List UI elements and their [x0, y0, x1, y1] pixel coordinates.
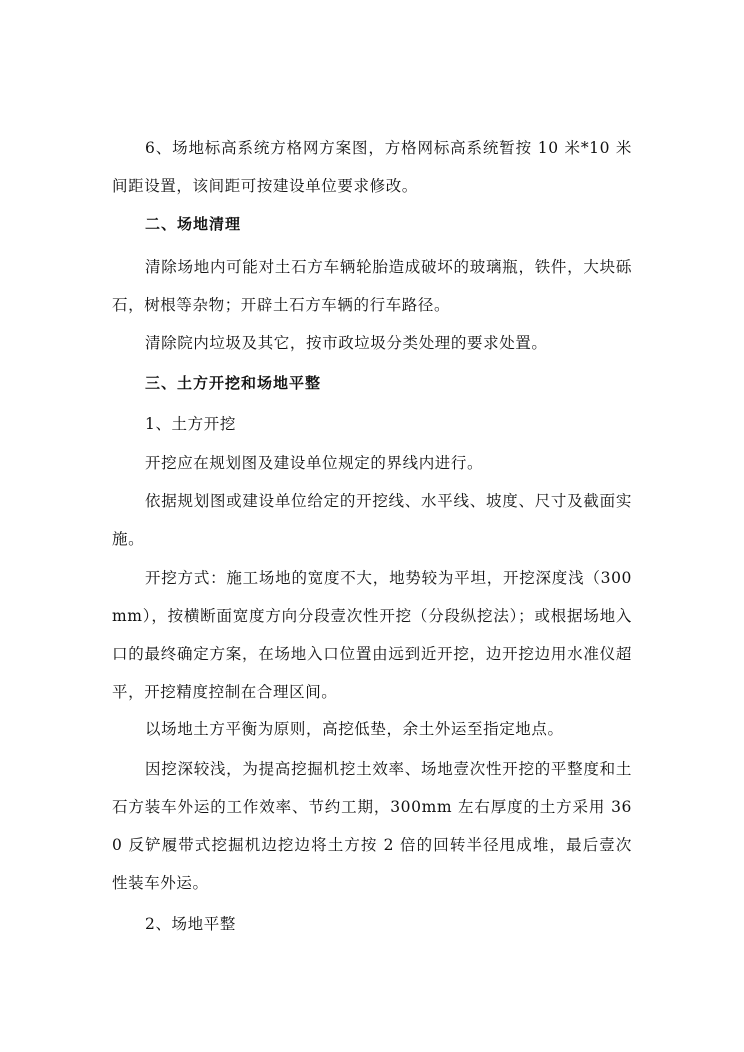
paragraph-shallow-excavation: 因挖深较浅，为提高挖掘机挖土效率、场地壹次性开挖的平整度和土石方装车外运的工作效率、节约工期，300mm 左右厚度的土方采用 360 反铲履带式挖掘机边挖边将土方按 2 倍的回转半径甩成堆，最后壹次性装车外运。 — [112, 760, 632, 892]
subheading-site-leveling: 2、场地平整 — [145, 915, 236, 933]
paragraph-clear-garbage: 清除院内垃圾及其它，按市政垃圾分类处理的要求处置。 — [145, 334, 548, 352]
paragraph-grid-plan: 6、场地标高系统方格网方案图，方格网标高系统暂按 10 米*10 米间距设置，该间距可按建设单位要求修改。 — [112, 139, 632, 195]
heading-site-clearing: 二、场地清理 — [145, 215, 242, 233]
subheading-excavation: 1、土方开挖 — [145, 415, 236, 433]
paragraph-excavation-boundary: 开挖应在规划图及建设单位规定的界线内进行。 — [145, 454, 484, 472]
heading-excavation-leveling: 三、土方开挖和场地平整 — [145, 374, 322, 392]
paragraph-excavation-basis: 依据规划图或建设单位给定的开挖线、水平线、坡度、尺寸及截面实施。 — [112, 492, 632, 548]
paragraph-clear-debris: 清除场地内可能对土石方车辆轮胎造成破坏的玻璃瓶，铁件，大块砾石，树根等杂物；开辟土石方车辆的行车路径。 — [112, 258, 632, 314]
paragraph-earth-balance: 以场地土方平衡为原则，高挖低垫，余土外运至指定地点。 — [145, 720, 564, 738]
paragraph-excavation-method: 开挖方式：施工场地的宽度不大，地势较为平坦，开挖深度浅（300mm），按横断面宽度方向分段壹次性开挖（分段纵挖法）；或根据场地入口的最终确定方案，在场地入口位置由远到近开挖，边开挖边用水准仪超平，开挖精度控制在合理区间。 — [112, 569, 632, 701]
